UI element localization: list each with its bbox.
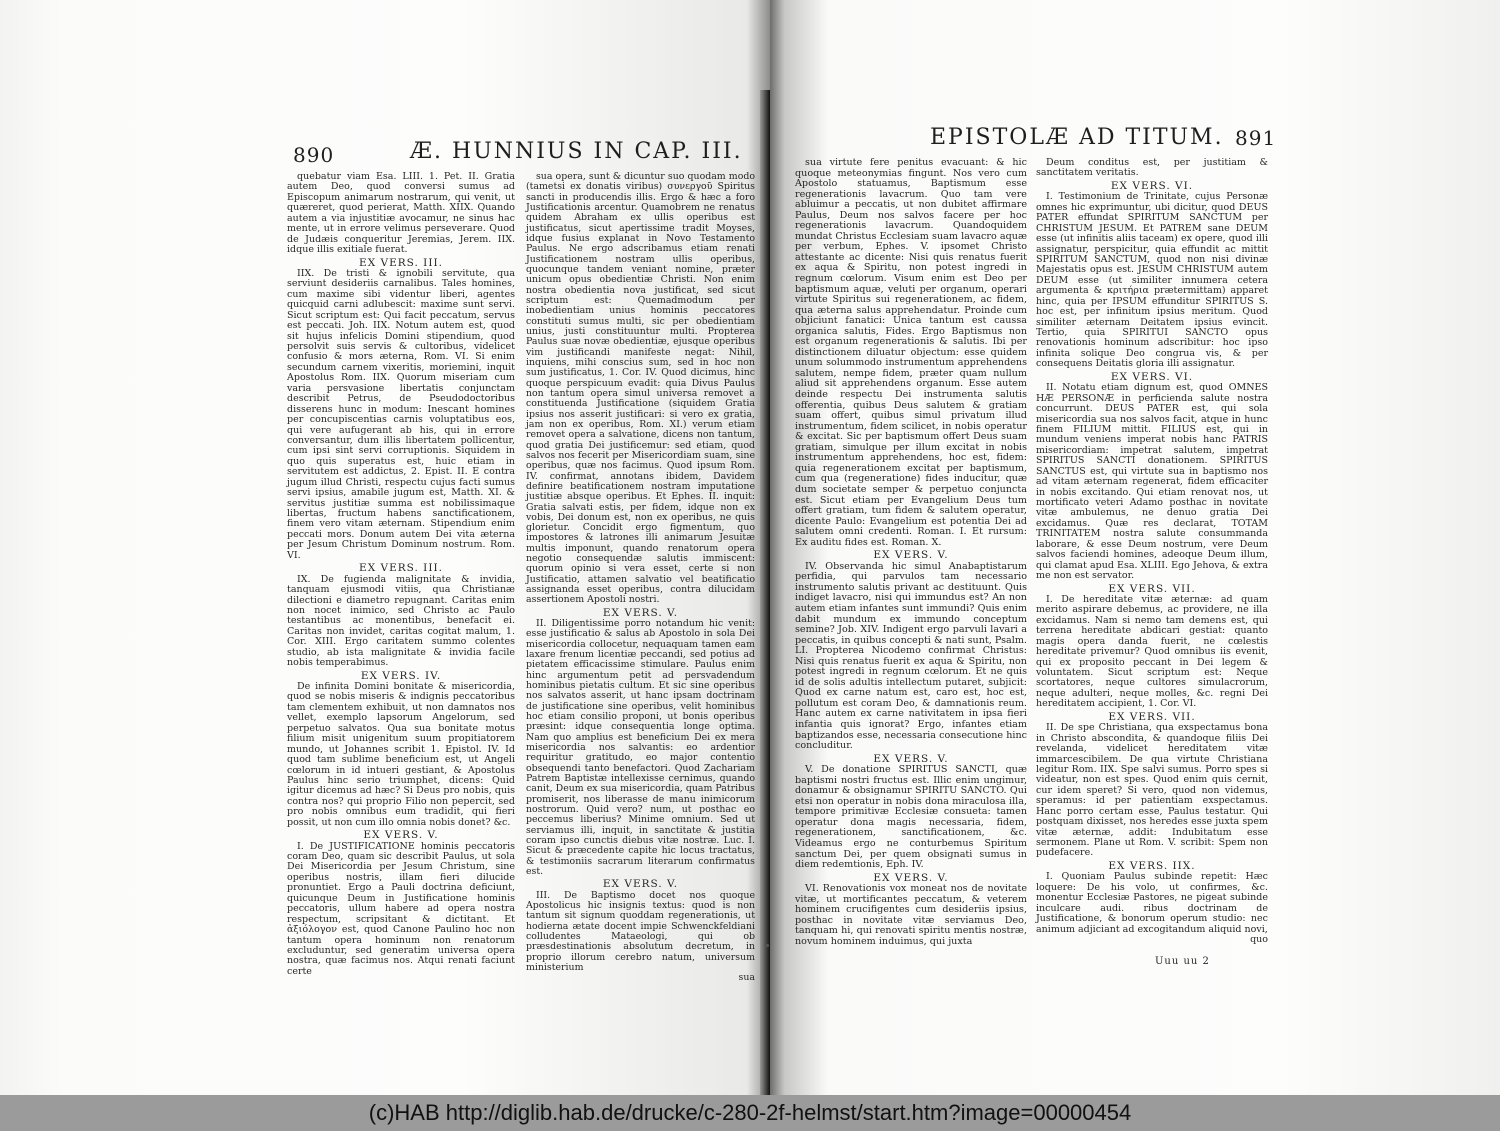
footer-credit: (c)HAB http://diglib.hab.de/drucke/c-280-2f-helmst/start.htm?image=00000454 bbox=[368, 1100, 1132, 1125]
paragraph: II. De spe Christiana, qua exspectamus bona in Christo abscondita, & quandoque filiis Dei revelanda, videlicet hereditatem vitæ immarcescibilem. De qua virtute Christiana legitur Rom. IIX. Spe salvi sumus. Porro spes si videatur, non est spes. Quod enim quis cernit, cur idem speret? Si vero, quod non videmus, speramus: id per patientiam exspectamus. Hanc porro certam esse, Paulus testatur. Qui postquam dixisset, nos heredes esse juxta spem vitæ æternæ, addit: Indubitatum esse sermonem. Plane ut Rom. V. scribit: Spem non pudefacere. bbox=[1036, 722, 1268, 859]
section-heading: EX VERS. V. bbox=[873, 752, 949, 765]
section-heading: EX VERS. VI. bbox=[1110, 179, 1194, 192]
catchword: sua bbox=[738, 972, 755, 984]
left-page-number: 890 bbox=[293, 143, 335, 167]
gutter-speck bbox=[766, 944, 769, 947]
paragraph: sua virtute fere penitus evacuant: & hic quoque meteonymias fingunt. Nos vero cum Apostolo statuamus, Baptismum esse regenerationis lavacrum. Quo tam vere abluimur a peccatis, ut non dubitet affirmare Paulus, Deum nos salvos facere per hoc regenerationis lavacrum. Quandoquidem mundat Christus Ecclesiam suam lavacro aquæ per verbum, Ephes. V. ipsomet Christo attestante ac dicente: Nisi quis renatus fuerit ex aqua & Spiritu, non potest ingredi in regnum cœlorum. Visum enim est Deo per baptismum aquæ, veluti per organum, operari virtute Spiritus sui regenerationem, ac fidem, qua æterna salus apprehendatur. Proinde cum objiciunt fanatici: Unica tantum est caussa organica salutis, Fides. Ergo Baptismus non est organum regenerationis & salutis. Ibi per distinctionem diluatur objectum: esse quidem unum solummodo instrumentum apprehendens salutem, nempe fidem, præter quam nullum aliud sit apprehendens organum. Esse autem deinde respectu Dei instrumenta salutis offerentia, quibus Deus salutem & gratiam suam offert, quibus simul privatum illud instrumentum, fidem scilicet, in nobis operatur & excitat. Sic per baptismum offert Deus suam gratiam, simulque per illum excitat in nobis instrumentum apprehendens, hoc est, fidem: quia regenerationem excitat per baptismum, cum qua (regeneratione) fides inducitur, quæ dum societate semper & perpetuo conjuncta est. Sicut etiam per Evangelium Deus tum offert gratiam, tum fidem & salutem operatur, dicente Paulo: Evangelium est potentia Dei ad salutem omni credenti. Roman. I. Et rursum: Ex auditu fides est. Roman. X. bbox=[795, 157, 1027, 548]
paragraph: Deum conditus est, per justitiam & sanctitatem veritatis. bbox=[1036, 157, 1268, 179]
left-page-column-1 bbox=[287, 172, 515, 977]
paragraph: De infinita Domini bonitate & misericordia, quod se nobis miseris & indignis peccatoribus tam clementem exhibuit, ut non damnatos nos vellet, exemplo lapsorum Angelorum, sed perpetuo salvatos. Qua sua bonitate motus filium misit unigenitum suum propitiatorem mundo, ut Johannes scribit 1. Epistol. IV. Id quod tam sublime beneficium est, ut Angeli cœlorum in id intueri gestiant, & Apostolus Paulus hinc serio triumphet, dicens: Quid igitur dicemus ad hæc? Si Deus pro nobis, quis contra nos? qui proprio Filio non pepercit, sed pro nobis omnibus eum tradidit, qui fieri possit, ut non cum illo omnia nobis donet? &c. bbox=[287, 681, 515, 828]
paragraph: III. De Baptismo docet nos quoque Apostolicus hic insignis textus: quod is non tantum sit signum quoddam regenerationis, ut hodierna ætate docent impie Schwenckfeldiani colludentes Mataeologi, qui ob præsdestinationis absolutum decretum, in proprio illorum cerebro natum, universum ministerium bbox=[526, 889, 755, 973]
paragraph: VI. Renovationis vox moneat nos de novitate vitæ, ut mortificantes peccatum, & veterem hominem crucifigentes cum desideriis ipsius, posthac in novitate vitæ serviamus Deo, tanquam hi, qui renovati spiritu mentis nostræ, novum hominem induimus, qui juxta bbox=[795, 883, 1027, 947]
right-page-number: 891 bbox=[1235, 126, 1277, 150]
paragraph: IV. Observanda hic simul Anabaptistarum perfidia, qui parvulos tam necessario instrumento salutis privant ac destituunt. Quis indiget lavacro, nisi qui immundus est? An non autem etiam infantes sunt immundi? Quis enim dabit mundum ex immundo conceptum semine? Job. XIV. Indigent ergo parvuli lavari a peccatis, in quibus concepti & nati sunt, Psalm. LI. Propterea Nicodemo confirmat Christus: Nisi quis renatus fuerit ex aqua & Spiritu, non potest ingredi in regnum cœlorum. Et ne quis id de solis adultis intellectum putaret, subjicit: Quod ex carne natum est, caro est, hoc est, pollutum est coram Deo, & damnationis reum. Hanc autem ex carne nativitatem in ipsa fieri infantia quis ignorat? Ergo, infantes etiam baptizandos esse, necessaria consecutione hinc concluditur. bbox=[795, 560, 1027, 752]
left-running-head: Æ. HUNNIUS IN CAP. III. bbox=[410, 139, 743, 164]
section-heading: EX VERS. IIX. bbox=[1108, 859, 1196, 872]
paragraph: IIX. De tristi & ignobili servitute, qua serviunt desideriis carnalibus. Tales homines, cum maxime sibi videntur liberi, agentes quicquid carni adlubescit: maxime sunt servi. Sicut scriptum est: Qui facit peccatum, servus est peccati. Joh. IIX. Notum autem est, quod sit hujus infelicis Domini stipendium, quod persolvit suis servis & cultoribus, videlicet confusio & mors æterna, Rom. VI. Si enim secundum carnem vixeritis, moriemini, inquit Apostolus Rom. IIX. Quorum miseriam cum varia persvasione libertatis conjunctam describit Petrus, de Pseudodoctoribus disserens hunc in modum: Inescant homines per concupiscentias carnis voluptatibus eos, qui vere aufugerant ab his, qui in errore conversantur, dum illis libertatem pollicentur, cum ipsi sint servi corruptionis. Siquidem in quo quis superatus est, huic etiam in servitutem est addictus, 2. Epist. II. E contra jugum illud Christi, respectu cujus facti sumus servi ipsius, amabile jugum est, Matth. XI. & servitus justitiæ summa est nobilissimaque libertas, fructum habens sanctificationem, finem vero vitam æternam. Stipendium enim peccati mors. Donum autem Dei vita æterna per Jesum Christum Dominum nostrum. Rom. VI. bbox=[287, 267, 515, 561]
section-heading: EX VERS. VI. bbox=[1110, 370, 1194, 383]
paragraph: IX. De fugienda malignitate & invidia, tanquam ejusmodi vitiis, qua Christianæ dilectioni e diametro repugnant. Caritas enim non nocet inimico, sed Christo ac Paulo testantibus ac monentibus, benefacit ei. Caritas non invidet, caritas cogitat malum, 1. Cor. XIII. Ergo caritatem summo colentes studio, ab ista malignitate & invidia facile nobis temperabimus. bbox=[287, 573, 515, 669]
paragraph: I. De hereditate vitæ æternæ: ad quam merito aspirare debemus, ac providere, ne illa excidamus. Nam si nemo tam demens est, qui terrena hereditate abdicari gestiat: quanto magis opera danda fuerit, ne cœlestis hereditate privemur? Quod omnibus iis evenit, qui ex proposito peccant in Dei legem & voluntatem. Sicut scriptum est: Neque scortatores, neque cultores simulacrorum, neque adulteri, neque molles, &c. regni Dei hereditatem accipient, 1. Cor. VI. bbox=[1036, 593, 1268, 710]
left-page-column-2 bbox=[526, 172, 755, 984]
paragraph: V. De donatione SPIRITUS SANCTI, quæ baptismi nostri fructus est. Illic enim ungimur, donamur & obsignamur SPIRITU SANCTO. Qui etsi non operatur in nobis dona miraculosa illa, tempore primitivæ Ecclesiæ consueta: tamen operatur dona magis necessaria, fidem, regenerationem, sanctificationem, &c. Videamus ergo ne conturbemus Spiritum sanctum Dei, per quem obsignati sumus in diem redemtionis, Eph. IV. bbox=[795, 764, 1027, 871]
section-heading: EX VERS. III. bbox=[359, 256, 443, 269]
section-heading: EX VERS. V. bbox=[602, 878, 679, 891]
section-heading: EX VERS. VII. bbox=[1108, 582, 1196, 595]
right-page-column-1 bbox=[795, 158, 1027, 947]
section-heading: EX VERS. III. bbox=[359, 562, 443, 575]
section-heading: EX VERS. V. bbox=[602, 606, 679, 619]
section-heading: EX VERS. V. bbox=[873, 871, 949, 884]
section-heading: EX VERS. VII. bbox=[1108, 710, 1196, 723]
paragraph: II. Diligentissime porro notandum hic venit: esse justificatio & salus ab Apostolo in sola Dei misericordia collocetur, nequaquam tamen eam laxare frenum licentiæ peccandi, sed potius ad pietatem efficacissime stimulare. Paulus enim hinc argumentum petit ad persvadendum hominibus pietatis cultum. Et sic sine operibus nos salvatos asserit, ut hanc ipsam doctrinam de justificatione sine operibus, velit hominibus hoc etiam consilio proponi, ut bonis operibus præsint: idque consequentia longe optima. Nam quo amplius est beneficium Dei ex mera misericordia nos salvantis: eo ardentior requiritur gratitudo, eo major contentio obsequendi tanto benefactori. Quod Zachariam Patrem Baptistæ intellexisse cernimus, quando canit, Deum ex sua misericordia, quam Patribus promiserit, nos liberasse de manu inimicorum nostrorum. Quid vero? num, ut posthac eo peccemus liberius? Minime omnium. Sed ut serviamus illi, inquit, in sanctitate & justitia coram ipso cunctis diebus vitæ nostræ. Luc. I. Sicut & præcedente capite hic locus tractatus, & testimoniis sacrarum literarum confirmatus est. bbox=[526, 618, 755, 877]
section-heading: EX VERS. V. bbox=[873, 549, 949, 562]
section-heading: EX VERS. IV. bbox=[360, 669, 442, 682]
left-page bbox=[0, 0, 770, 1095]
right-page-column-2 bbox=[1036, 158, 1268, 945]
paragraph: sua opera, sunt & dicuntur suo quodam modo (tametsi ex donatis viribus) συνεργοῦ Spiritus sancti in producendis illis. Ergo & hæc a foro Justificationis arcentur. Quamobrem ne renatus quidem Abraham ex ullis operibus est justificatus, sicut apertissime tradit Moyses, idque fusius explanat in Novo Testamento Paulus. Ne ergo adscribamus etiam renati Justificationem nostram ullis operibus, quocunque tandem veniant nomine, præter unicum opus obedientiæ Christi. Non enim nostra obedientia nova justificat, sed sicut scriptum est: Quemadmodum per inobedientiam unius hominis peccatores constituti sumus multi, sic per obedientiam unius, justi constituuntur multi. Propterea Paulus suæ novæ obedientiæ, ejusque operibus vim justificandi manifeste negat: Nihil, inquiens, mihi conscius sum, sed in hoc non sum justificatus, 1. Cor. IV. Quod dicimus, hinc quoque perspicuum evadit: quia Divus Paulus non tantum opera simul universa removet a constituenda Justificatione (siquidem Gratia ipsius nos asserit justificari: si vero ex gratia, jam non ex operibus, Rom. XI.) verum etiam removet opera a salvatione, dicens non tantum, quod gratia Dei justificemur: sed etiam, quod salvos nos fecerit per Misericordiam suam, sine operibus, quæ nos facimus. Quod ipsum Rom. IV. confirmat, annotans ibidem, Davidem definire beatificationem nostram imputatione justitiæ absque operibus. Et Ephes. II. inquit: Gratia salvati estis, per fidem, idque non ex vobis, Dei donum est, non ex operibus, ne quis glorietur. Concidit ergo figmentum, quo impostores & latrones illi animarum Jesuitæ multis imponunt, quando renatorum opera negotio consequendæ salutis immiscent: quorum opinio si vera esset, certe si non Justificatio, attamen salvatio vel beatificatio assignanda esset operibus, contra dilucidam assertionem Apostoli nostri. bbox=[526, 171, 755, 606]
paragraph: I. De JUSTIFICATIONE hominis peccatoris coram Deo, quam sic describit Paulus, ut sola Dei Misericordia per Jesum Christum, sine operibus nostris, illam fieri dilucide pronuntiet. Ergo a Pauli doctrina deficiunt, quicunque Deum in Justificatione hominis peccatoris, ullum habere ad opera nostra respectum, scripsitant & dictitant. Et ἀξιόλογον est, quod Canone Paulino hoc non tantum opera hominum non renatorum excluduntur, sed generatim universa opera nostra, quæ facimus nos. Atqui renati faciunt certe bbox=[287, 840, 515, 977]
paragraph: quebatur viam Esa. LIII. 1. Pet. II. Gratia autem Deo, quod conversi sumus ad Episcopum animarum nostrarum, qui venit, ut quæreret, quod perierat, Matth. XIIX. Quando autem a via injustitiæ avocamur, ne sinus hac mente, ut in errore velimus perseverare. Quod de Judæis conqueritur Jeremias, Jerem. IIX. idque illis exitiale fuerat. bbox=[287, 171, 515, 256]
signature-mark: Uuu uu 2 bbox=[1155, 956, 1210, 967]
right-running-head: EPISTOLÆ AD TITUM. bbox=[930, 125, 1224, 150]
paragraph: I. Quoniam Paulus subinde repetit: Hæc loquere: De his volo, ut confirmes, &c. monentur Ecclesiæ Pastores, ne pigeat subinde inculcare audi. ribus doctrinam de Justificatione, & bonorum operum studio: nec animum adjiciant ad excogitandum aliquid novi, bbox=[1036, 871, 1268, 935]
paragraph: II. Notatu etiam dignum est, quod OMNES HÆ PERSONÆ in perficienda salute nostra concurrunt. DEUS PATER est, qui sola misericordia sua nos salvos facit, atque in hunc finem FILIUM mittit. FILIUS est, qui in mundum veniens imperat nobis hanc PATRIS misericordiam: impetrat salutem, impetrat SPIRITUS SANCTI donationem. SPIRITUS SANCTUS est, qui virtute sua in baptismo nos ad vitam æternam regenerat, fidem efficaciter in nobis excitando. Qui etiam renovat nos, ut mortificato veteri Adamo posthac in novitate vitæ ambulemus, ne denuo gratia Dei excidamus. Quæ res declarat, TOTAM TRINITATEM nostra salute consummanda laborare, & esse Deum nostrum, vere Deum salvos faciendi homines, adeoque Deum illum, qui clamat apud Esa. XLIII. Ego Jehova, & extra me non est servator. bbox=[1036, 382, 1268, 582]
paragraph: I. Testimonium de Trinitate, cujus Personæ omnes hic exprimuntur, ubi dicitur, quod DEUS PATER effundat SPIRITUM SANCTUM per CHRISTUM JESUM. Et PATREM sane DEUM esse (ut infinitis aliis taceam) ex opere, quod illi assignatur, perspicitur, quia effundit ac mittit SPIRITUM SANCTUM, quod non nisi divinæ Majestatis opus est. JESUM CHRISTUM autem DEUM esse (ut similiter innumera cetera argumenta & κριτήρια prætermittam) apparet hinc, quia per IPSUM effunditur SPIRITUS S. hoc est, per infinitum ipsius meritum. Quod similiter æternam Deitatem ipsius evincit. Tertio, quia SPIRITUI SANCTO opus renovationis hominum adscribitur: hoc ipso infinita solique Deo congrua vis, & per consequens Deitatis gloria illi assignatur. bbox=[1036, 191, 1268, 370]
catchword: quo bbox=[1250, 933, 1268, 945]
section-heading: EX VERS. V. bbox=[363, 829, 439, 842]
right-page bbox=[770, 0, 1500, 1095]
footer-bar bbox=[0, 1095, 1500, 1131]
